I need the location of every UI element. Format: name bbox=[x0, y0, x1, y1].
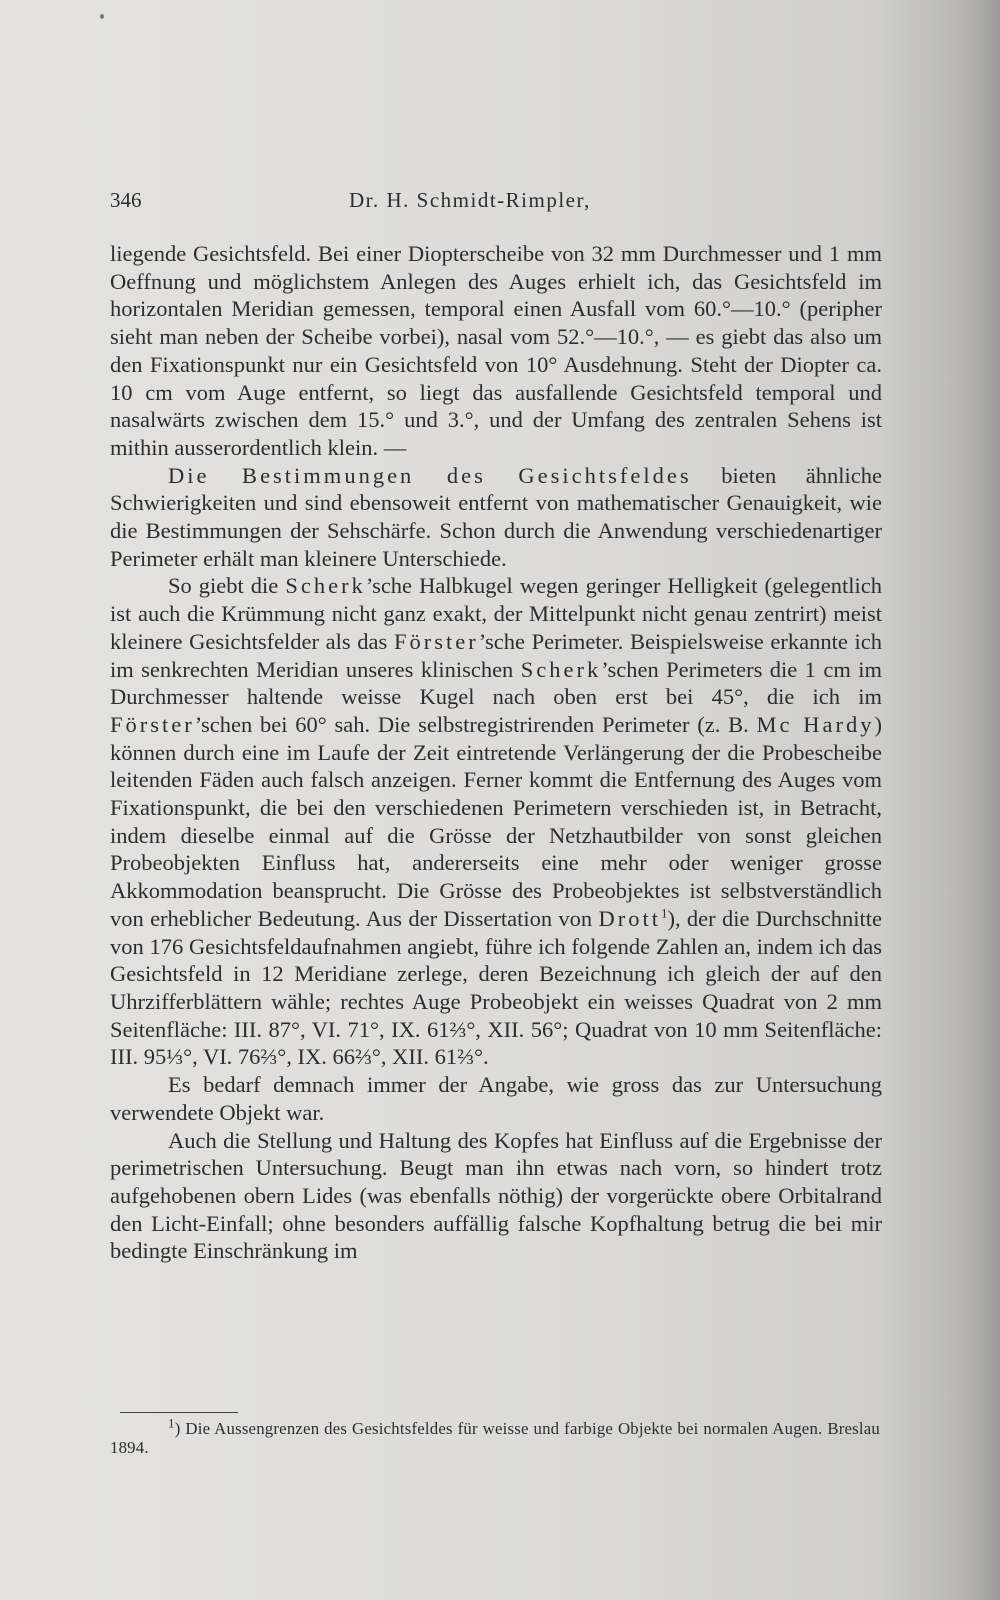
running-head: Dr. H. Schmidt-Rimpler, bbox=[349, 188, 591, 212]
footnote bbox=[110, 1415, 880, 1457]
name-foerster: Förster bbox=[110, 711, 195, 737]
name-scherk: Scherk bbox=[520, 656, 602, 682]
page-header bbox=[110, 188, 880, 228]
paragraph-2 bbox=[110, 462, 882, 573]
name-drott: Drott bbox=[598, 905, 661, 931]
paragraph-3 bbox=[110, 572, 882, 1071]
spaced-phrase: Die Bestimmungen des Gesichtsfeldes bbox=[168, 462, 692, 488]
page-number: 346 bbox=[110, 188, 142, 212]
paragraph-5: Auch die Stellung und Haltung des Kopfes hat Einfluss auf die Ergebnisse der perimetrischen Untersuchung. Beugt man ihn etwas nach vorn, so hindert trotz aufgehobenen obern Lides (was ebenfalls nöthig) der vorgerückte obere Orbitalrand den Licht-Einfall; ohne besonders auffällig falsche Kopfhaltung betrug die bei mir bedingte Einschränkung im bbox=[110, 1127, 882, 1264]
name-foerster: Förster bbox=[393, 628, 479, 654]
footnote-text: ) Die Aussengrenzen des Gesichtsfeldes für weisse und farbige Objekte bei normalen Augen. Breslau 1894. bbox=[110, 1419, 880, 1457]
paragraph-3-text-c: ’sche Perimeter. Beispielsweise erkannte ich im senkrechten Meridian unseres klinischen bbox=[110, 628, 883, 682]
paragraph-3-text-d: ’schen Perimeters die 1 cm im Durchmesser haltende weisse Kugel nach oben erst bei 45°, die ich im bbox=[110, 656, 882, 710]
paragraph-2-text: bieten ähnliche Schwierigkeiten und sind ebensoweit entfernt von mathematischer Genauigkeit, wie die Bestimmungen der Sehschärfe. Schon durch die Anwendung verschiedenartiger Perimeter erhält man kleinere Unterschiede. bbox=[110, 462, 882, 571]
footnote-rule bbox=[120, 1412, 238, 1413]
paragraph-3-text-b: ’sche Halbkugel wegen geringer Helligkeit (gelegentlich ist auch die Krümmung nicht ganz exakt, der Mittelpunkt nicht genau zentrirt) meist kleinere Gesichtsfelder als das bbox=[110, 573, 882, 654]
paragraph-3-text-f: ) können durch eine im Laufe der Zeit eintretende Verlängerung der die Probescheibe leitenden Fäden auch falsch anzeigen. Ferner kommt die Entfernung des Auges vom Fixationspunkt, die bei den verschiedenen Perimetern verschieden ist, in Betracht, indem dieselbe einmal auf die Grösse der Netzhautbilder von sonst gleichen Probeobjekten Einfluss hat, andererseits eine mehr oder weniger grosse Akkommodation beansprucht. Die Grösse des Probeobjektes ist selbstverständlich von erheblicher Bedeutung. Aus der Dissertation von bbox=[110, 711, 882, 931]
paragraph-3-text-g: ), der die Durchschnitte von 176 Gesichtsfeldaufnahmen angiebt, führe ich folgende Zahlen an, indem ich das Gesichtsfeld in 12 Meridiane zerlege, deren Bezeichnung ich gleich der auf den Uhrzifferblättern wähle; rechtes Auge Probeobjekt ein weisses Quadrat von 2 mm Seitenfläche: III. 87°, VI. 71°, IX. 61⅔°, XII. 56°; Quadrat von 10 mm Seitenfläche: III. 95⅓°, VI. 76⅔°, IX. 66⅔°, XII. 61⅔°. bbox=[110, 905, 883, 1070]
footnote-reference: 1 bbox=[661, 905, 668, 921]
paragraph-3-text-e: ’schen bei 60° sah. Die selbstregistrirenden Perimeter (z. B. bbox=[194, 711, 757, 737]
paragraph-3-text-a: So giebt die bbox=[168, 573, 286, 599]
name-scherk: Scherk bbox=[285, 573, 366, 599]
paragraph-4: Es bedarf demnach immer der Angabe, wie gross das zur Untersuchung verwendete Objekt war. bbox=[110, 1072, 882, 1125]
body-text bbox=[110, 240, 882, 1265]
ink-speck bbox=[100, 14, 104, 19]
paragraph-1: liegende Gesichtsfeld. Bei einer Diopterscheibe von 32 mm Durchmesser und 1 mm Oeffnung und möglichstem Anlegen des Auges erhielt ich, das Gesichtsfeld im horizontalen Meridian gemessen, temporal einen Ausfall vom 60.°—10.° (peripher sieht man neben der Scheibe vorbei), nasal vom 52.°—10.°, — es giebt das also um den Fixationspunkt nur ein Gesichtsfeld von 10° Ausdehnung. Steht der Diopter ca. 10 cm vom Auge entfernt, so liegt das ausfallende Gesichtsfeld temporal und nasalwärts zwischen dem 15.° und 3.°, und der Umfang des zentralen Sehens ist mithin ausserordentlich klein. — bbox=[110, 241, 882, 460]
footnote-marker: 1 bbox=[168, 1415, 175, 1431]
name-mc-hardy: Mc Hardy bbox=[756, 711, 875, 737]
